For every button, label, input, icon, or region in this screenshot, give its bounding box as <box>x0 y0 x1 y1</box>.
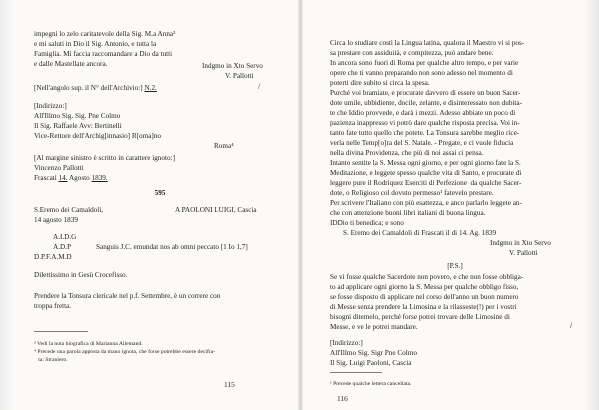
greeting: Dilettissimo in Gesù Crocefisso. <box>34 271 128 279</box>
right-body-line: Circa lo studiare costì la Lingua latina, qualora il Maestro vi si pos- <box>330 39 525 47</box>
right-body-line: dote, o Religioso col dovuto permesso¹ fatevelo prestare. <box>330 189 494 197</box>
ps-label: [P.S.] <box>447 262 463 270</box>
right-body-line: Purché voi bramiate, e procurate davvero di essere un buon Sacer- <box>330 89 521 97</box>
recipient-heading: A PAOLONI LUIGI, Cascia <box>175 206 257 214</box>
right-body-line: sa prestare con assiduità, e compitezza, può andare bene. <box>330 49 494 57</box>
left-address-city: Roma⁴ <box>214 142 234 150</box>
margin-note: [Al margine sinistro è scritto in carattere ignoto:] <box>34 154 175 162</box>
left-address-line: [Indirizzo:] <box>34 102 67 110</box>
motto-line: A.I.D.G <box>53 233 77 241</box>
left-address-line: All'Illmo Sig. Sig. Pne Colmo <box>34 112 121 120</box>
right-body-line: S. Eremo dei Camaldoli di Frascati il di 14. Ag. 1839 <box>343 229 497 237</box>
right-closing-indegno: Indgmo in Xto Servo <box>490 239 551 247</box>
left-page <box>0 0 298 410</box>
right-body-line: Per scrivere l'Italiano con più esattezza, e anco parlarlo leggete an- <box>330 199 522 207</box>
right-body-line: opere che ti vanno preparando non sono adesso nel momento di <box>330 69 513 77</box>
footnote-rule <box>34 331 88 332</box>
archive-note: [Nell'angolo sup. il N° dell'Archivio:] N.2. <box>34 84 157 92</box>
left-body-line: Prendere la Tonsura clericale nel p.f. Settembre, è un correre con <box>34 292 221 300</box>
left-closing-signature: V. Pallotti <box>225 72 254 80</box>
right-body-line: pazienza inappresso vi potrò dare qualche risposta precisa. Voi in- <box>330 119 520 127</box>
sender-date: 14 agosto 1839 <box>34 216 78 224</box>
right-closing-signature: V. Pallotti <box>509 249 538 257</box>
left-closing-indegno: Indgmo in Xto Servo <box>202 62 263 70</box>
left-body-line: troppa fretta. <box>34 302 72 310</box>
page-number-left: 115 <box>224 380 235 390</box>
right-body-line: nella divina Providenza, che più di noi assai ci pensa. <box>330 149 484 157</box>
right-footnote: ¹ Precede qualche lettera cancellata. <box>330 380 412 387</box>
left-intro-line: impegni lo zelo caritatevole della Sig. M.a Anna³ <box>34 30 176 38</box>
slash-mark-right: / <box>570 321 573 330</box>
right-body-line: tanto fate tutto quello che potete. La Tonsura sarebbe meglio rice- <box>330 129 520 137</box>
margin-date: Frascati 14. Agosto 1839. <box>34 174 108 182</box>
left-intro-line: e dalle Mastellate ancora. <box>34 60 108 68</box>
ps-line: bisogni ditemelo, perché forse potrei trovare delle Limosine di <box>330 313 510 321</box>
sender-place: S.Eremo dei Camaldoli, <box>34 206 104 214</box>
right-body-line: che con attenzione buoni libri italiani di buona lingua. <box>330 209 486 217</box>
left-footnote: ⁴ Precede una parola apposta da mano ignota, che forse potrebbe essere decifra- <box>34 348 216 355</box>
right-body-line: Intanto sentite la S. Messa ogni giorno, e per ogni giorno fate la S. <box>330 159 521 167</box>
right-body-line: te che Iddio provvede, e darà i mezzi. Adesso abbiate un poco di <box>330 109 516 117</box>
ps-line: di Messe senza prendere la Limosina e la rilasseste(!) per i vostri <box>330 303 517 311</box>
right-address-line: [Indirizzo:] <box>330 339 363 347</box>
right-body-line: leggere pure il Rodriquez Eserciti di Perfezione da qualche Sacer- <box>330 179 522 187</box>
letter-number: 595 <box>154 189 166 197</box>
right-body-line: verla nelle Temp[o]ra del S. Natale. - Pregate, e ci vuole fiducia <box>330 139 514 147</box>
left-intro-line: e mi saluti in Dio il Sig. Antonio, e tutta la <box>34 40 157 48</box>
motto-line: A.D.P <box>53 243 71 251</box>
right-address-line: All'Illmo Sig. Sigr Pne Colmo <box>330 349 417 357</box>
left-footnote: ³ Vedi la nota biografica di Marianna Allemand. <box>34 340 143 347</box>
right-body-line: dote umile, ubbidiente, docile, zelante, e disinteressato non dubita- <box>330 99 523 107</box>
footnote-rule <box>330 372 382 373</box>
ps-line: Se vi fosse qualche Sacerdote non povero, e che non fosse obbliga- <box>330 273 524 281</box>
right-body-line: IDDio ti benedica; e sono <box>330 219 404 227</box>
slash-mark-left: / <box>258 82 261 91</box>
page-number-right: 116 <box>337 394 348 404</box>
right-address-line: Il Sig. Luigi Paoloni, Cascia <box>330 359 412 367</box>
left-footnote: ta: Straniero. <box>34 356 68 363</box>
ps-line: se fosse disposto di applicare nel corso dell'anno un buon numero <box>330 293 519 301</box>
right-body-line: Meditazione, e leggete spesso qualche vita di Santo, e procurate di <box>330 169 522 177</box>
margin-name: Vincenzo Pallotti <box>34 164 84 172</box>
motto-line: D.P.F.A.M.D <box>34 253 72 261</box>
right-body-line: In ancora sono fuori di Roma per qualche altro tempo, e per varie <box>330 59 519 67</box>
left-intro-line: Famiglia. Mi faccia raccomandare a Dio da tutti <box>34 50 173 58</box>
ps-line: to ad applicare ogni giorno la S. Messa per qualche obbligo fisso, <box>330 283 519 291</box>
left-address-line: Vice-Rettore dell'Archig[innasio] R[oma]no <box>34 132 162 140</box>
archive-number: N.2. <box>144 84 157 92</box>
left-address-line: Il Sig. Raffaele Avv: Bertinelli <box>34 122 122 130</box>
motto-note: Sanguis J.C. emundat nos ab omni peccato [1 Io 1,7] <box>96 243 248 251</box>
right-body-line: poterti dire subito si circa la spesa. <box>330 79 430 87</box>
right-page <box>303 0 599 410</box>
ps-line: Messe, e ve le potrei mandare. <box>330 323 418 331</box>
